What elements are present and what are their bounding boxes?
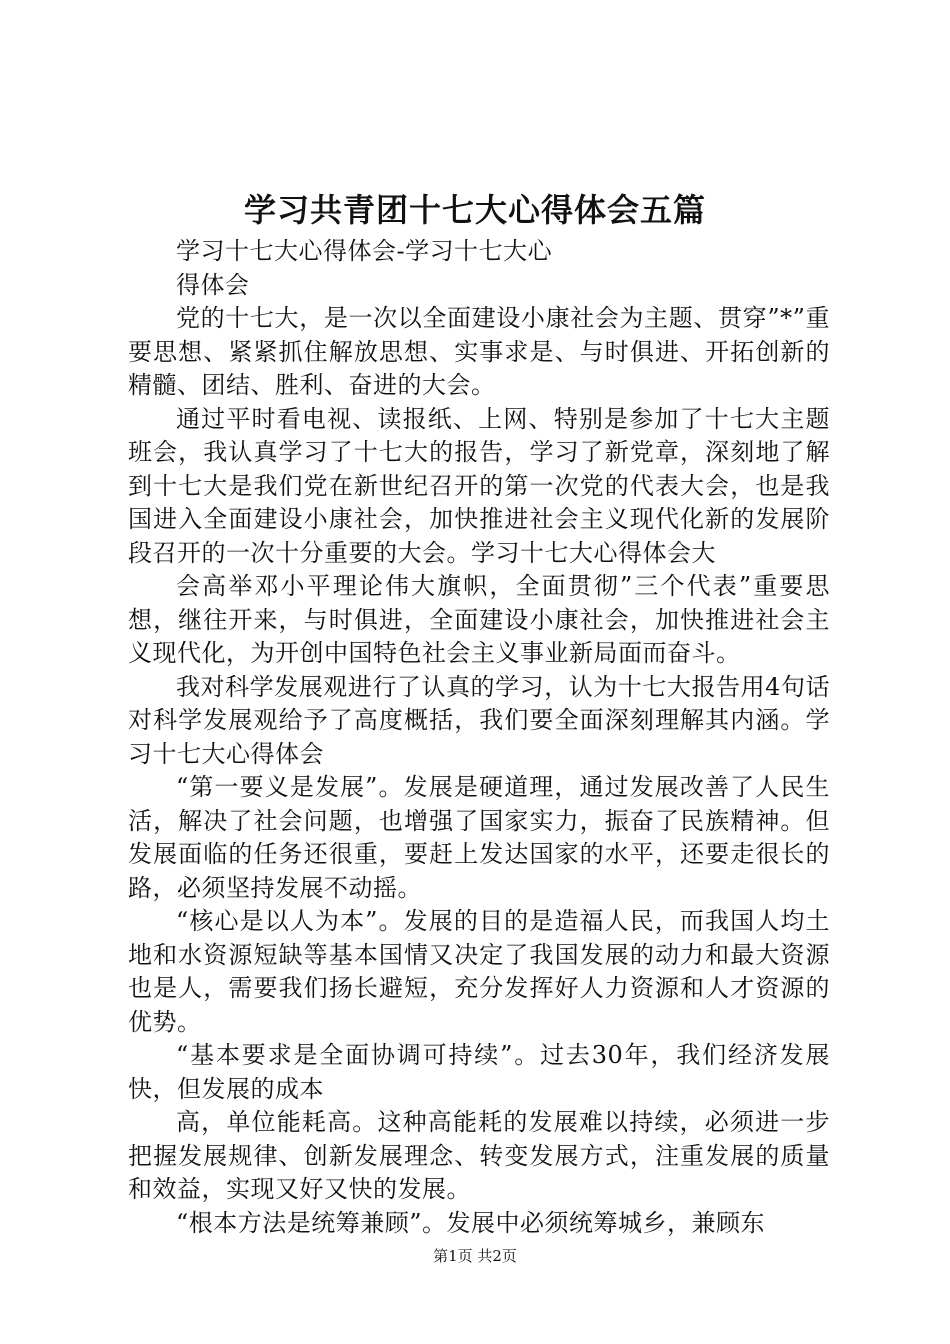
document-body <box>128 235 830 1240</box>
paragraph: “根本方法是统筹兼顾”。发展中必须统筹城乡，兼顾东 <box>176 1208 766 1237</box>
paragraph: 通过平时看电视、读报纸、上网、特别是参加了十七大主题班会，我认真学习了十七大的报告，学习了新党章，深刻地了解到十七大是我们党在新世纪召开的第一次党的代表大会，也是我国进入全面建设小康社会，加快推进社会主义现代化新的发展阶段召开的一次十分重要的大会。学习十七大心得体会大 <box>128 404 830 567</box>
paragraph: “核心是以人为本”。发展的目的是造福人民，而我国人均土地和水资源短缺等基本国情又决定了我国发展的动力和最大资源也是人，需要我们扬长避短，充分发挥好人力资源和人才资源的优势。 <box>128 907 830 1036</box>
paragraph: 我对科学发展观进行了认真的学习，认为十七大报告用4句话对科学发展观给予了高度概括，我们要全面深刻理解其内涵。学习十七大心得体会 <box>128 672 830 768</box>
paragraph: 会高举邓小平理论伟大旗帜，全面贯彻”三个代表”重要思想，继往开来，与时俱进，全面建设小康社会，加快推进社会主义现代化，为开创中国特色社会主义事业新局面而奋斗。 <box>128 572 830 667</box>
page-number-footer: 第1页 共2页 <box>433 1247 517 1265</box>
paragraph: “基本要求是全面协调可持续”。过去30年，我们经济发展快，但发展的成本 <box>128 1041 830 1103</box>
paragraph: 学习十七大心得体会-学习十七大心 <box>176 237 553 265</box>
paragraph: 党的十七大，是一次以全面建设小康社会为主题、贯穿”*”重要思想、紧紧抓住解放思想、实事求是、与时俱进、开拓创新的精髓、团结、胜利、奋进的大会。 <box>128 304 830 399</box>
paragraph: “第一要义是发展”。发展是硬道理，通过发展改善了人民生活，解决了社会问题，也增强了国家实力，振奋了民族精神。但发展面临的任务还很重，要赶上发达国家的水平，还要走很长的路，必须坚持发展不动摇。 <box>128 773 830 902</box>
paragraph: 高，单位能耗高。这种高能耗的发展难以持续，必须进一步把握发展规律、创新发展理念、转变发展方式，注重发展的质量和效益，实现又好又快的发展。 <box>128 1108 830 1203</box>
paragraph: 得体会 <box>176 270 250 299</box>
document-title: 学习共青团十七大心得体会五篇 <box>243 191 706 229</box>
